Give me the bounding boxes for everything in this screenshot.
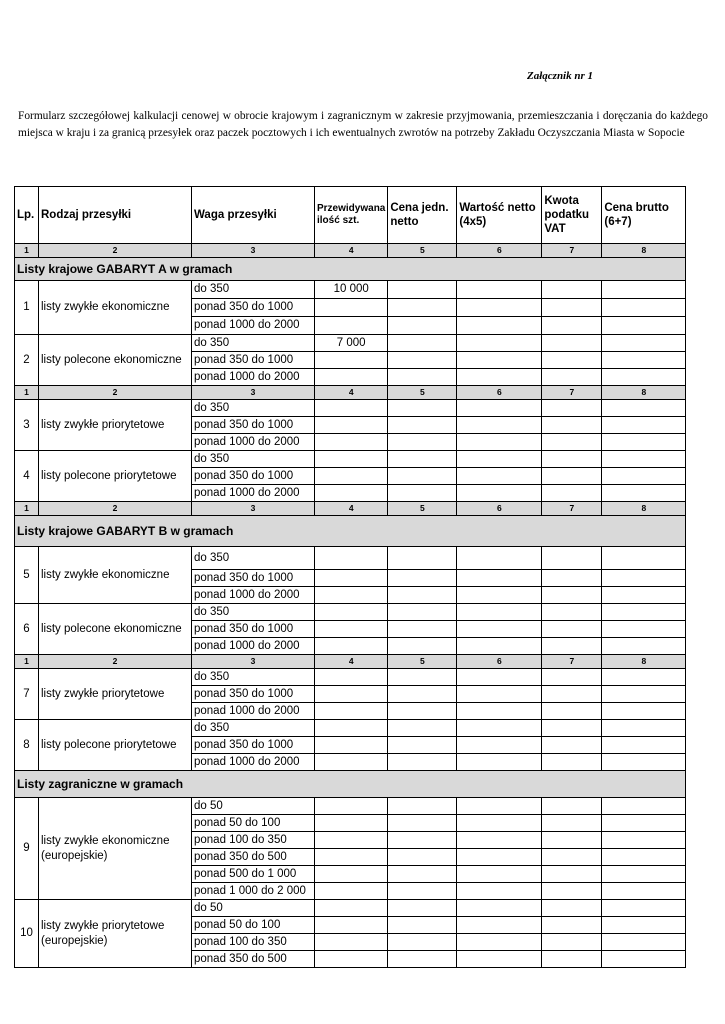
shipment-type-cell: listy zwykłe priorytetowe (europejskie) (39, 900, 192, 968)
table-row (15, 281, 686, 299)
column-number-row (15, 386, 686, 400)
quantity-cell[interactable] (315, 317, 388, 335)
shipment-type-cell: listy polecone ekonomiczne (39, 604, 192, 655)
weight-cell: ponad 1000 do 2000 (192, 587, 315, 604)
vat-cell[interactable] (542, 669, 602, 686)
column-number: 8 (602, 244, 686, 258)
vat-cell[interactable] (542, 951, 602, 968)
unit-price-cell[interactable] (388, 883, 457, 900)
gross-price-cell[interactable] (602, 883, 686, 900)
column-number: 7 (542, 655, 602, 669)
net-value-cell[interactable] (457, 754, 542, 771)
vat-cell[interactable] (542, 369, 602, 386)
shipment-type-cell: listy zwykłe ekonomiczne (europejskie) (39, 798, 192, 900)
unit-price-cell[interactable] (388, 900, 457, 917)
unit-price-cell[interactable] (388, 434, 457, 451)
quantity-cell[interactable] (315, 720, 388, 737)
gross-price-cell[interactable] (602, 934, 686, 951)
table-row (15, 720, 686, 737)
gross-price-cell[interactable] (602, 417, 686, 434)
vat-cell[interactable] (542, 317, 602, 335)
weight-cell: ponad 1000 do 2000 (192, 434, 315, 451)
table-row (15, 547, 686, 570)
shipment-type-cell: listy zwykłe ekonomiczne (39, 281, 192, 335)
unit-price-cell[interactable] (388, 335, 457, 352)
quantity-cell[interactable] (315, 754, 388, 771)
gross-price-cell[interactable] (602, 669, 686, 686)
gross-price-cell[interactable] (602, 434, 686, 451)
vat-cell[interactable] (542, 737, 602, 754)
vat-cell[interactable] (542, 638, 602, 655)
vat-cell[interactable] (542, 451, 602, 468)
weight-cell: ponad 1000 do 2000 (192, 485, 315, 502)
column-number: 4 (315, 655, 388, 669)
column-number: 3 (192, 386, 315, 400)
unit-price-cell[interactable] (388, 352, 457, 369)
lp-cell: 3 (15, 400, 39, 451)
quantity-cell[interactable] (315, 400, 388, 417)
attachment-label: Załącznik nr 1 (527, 70, 594, 82)
net-value-cell[interactable] (457, 434, 542, 451)
column-number: 2 (39, 655, 192, 669)
unit-price-cell[interactable] (388, 815, 457, 832)
gross-price-cell[interactable] (602, 547, 686, 570)
quantity-cell[interactable] (315, 703, 388, 720)
column-number: 2 (39, 502, 192, 516)
quantity-cell[interactable] (315, 451, 388, 468)
weight-cell: ponad 1000 do 2000 (192, 638, 315, 655)
column-number: 7 (542, 386, 602, 400)
gross-price-cell[interactable] (602, 866, 686, 883)
unit-price-cell[interactable] (388, 604, 457, 621)
column-number: 6 (457, 655, 542, 669)
shipment-type-cell: listy zwykłe priorytetowe (39, 400, 192, 451)
shipment-type-cell: listy polecone ekonomiczne (39, 335, 192, 386)
vat-cell[interactable] (542, 417, 602, 434)
quantity-cell[interactable] (315, 798, 388, 815)
quantity-cell[interactable] (315, 815, 388, 832)
unit-price-cell[interactable] (388, 934, 457, 951)
vat-cell[interactable] (542, 703, 602, 720)
header-gross: Cena brutto (6+7) (602, 187, 686, 244)
gross-price-cell[interactable] (602, 720, 686, 737)
quantity-cell[interactable] (315, 570, 388, 587)
net-value-cell[interactable] (457, 638, 542, 655)
column-number-row (15, 244, 686, 258)
header-net-value: Wartość netto (4x5) (457, 187, 542, 244)
net-value-cell[interactable] (457, 570, 542, 587)
quantity-cell[interactable] (315, 638, 388, 655)
net-value-cell[interactable] (457, 951, 542, 968)
net-value-cell[interactable] (457, 815, 542, 832)
weight-cell: do 350 (192, 400, 315, 417)
gross-price-cell[interactable] (602, 335, 686, 352)
unit-price-cell[interactable] (388, 417, 457, 434)
column-number: 2 (39, 386, 192, 400)
lp-cell: 2 (15, 335, 39, 386)
weight-cell: do 350 (192, 720, 315, 737)
weight-cell: ponad 500 do 1 000 (192, 866, 315, 883)
unit-price-cell[interactable] (388, 866, 457, 883)
gross-price-cell[interactable] (602, 587, 686, 604)
weight-cell: do 50 (192, 900, 315, 917)
column-number: 4 (315, 502, 388, 516)
gross-price-cell[interactable] (602, 900, 686, 917)
header-row (15, 187, 686, 244)
column-number: 7 (542, 244, 602, 258)
gross-price-cell[interactable] (602, 686, 686, 703)
header-weight: Waga przesyłki (192, 187, 315, 244)
gross-price-cell[interactable] (602, 815, 686, 832)
quantity-cell[interactable] (315, 417, 388, 434)
quantity-cell[interactable] (315, 832, 388, 849)
weight-cell: do 350 (192, 547, 315, 570)
gross-price-cell[interactable] (602, 299, 686, 317)
net-value-cell[interactable] (457, 352, 542, 369)
unit-price-cell[interactable] (388, 832, 457, 849)
vat-cell[interactable] (542, 754, 602, 771)
gross-price-cell[interactable] (602, 832, 686, 849)
unit-price-cell[interactable] (388, 451, 457, 468)
gross-price-cell[interactable] (602, 951, 686, 968)
gross-price-cell[interactable] (602, 485, 686, 502)
header-unit-price: Cena jedn. netto (388, 187, 457, 244)
unit-price-cell[interactable] (388, 737, 457, 754)
unit-price-cell[interactable] (388, 849, 457, 866)
vat-cell[interactable] (542, 468, 602, 485)
weight-cell: ponad 1000 do 2000 (192, 317, 315, 335)
weight-cell: ponad 100 do 350 (192, 832, 315, 849)
unit-price-cell[interactable] (388, 281, 457, 299)
vat-cell[interactable] (542, 686, 602, 703)
table-row (15, 798, 686, 815)
quantity-cell[interactable] (315, 468, 388, 485)
weight-cell: do 350 (192, 335, 315, 352)
column-number: 1 (15, 386, 39, 400)
net-value-cell[interactable] (457, 917, 542, 934)
weight-cell: ponad 350 do 500 (192, 849, 315, 866)
weight-cell: ponad 350 do 1000 (192, 417, 315, 434)
unit-price-cell[interactable] (388, 686, 457, 703)
weight-cell: ponad 100 do 350 (192, 934, 315, 951)
quantity-cell[interactable] (315, 866, 388, 883)
column-number: 8 (602, 502, 686, 516)
net-value-cell[interactable] (457, 468, 542, 485)
weight-cell: ponad 50 do 100 (192, 917, 315, 934)
column-number: 1 (15, 502, 39, 516)
table-row (15, 400, 686, 417)
unit-price-cell[interactable] (388, 621, 457, 638)
vat-cell[interactable] (542, 934, 602, 951)
unit-price-cell[interactable] (388, 638, 457, 655)
column-number: 4 (315, 386, 388, 400)
gross-price-cell[interactable] (602, 400, 686, 417)
vat-cell[interactable] (542, 281, 602, 299)
column-number: 1 (15, 655, 39, 669)
quantity-cell[interactable] (315, 900, 388, 917)
intro-paragraph: Formularz szczegółowej kalkulacji cenowej w obrocie krajowym i zagranicznym w zakresie przyjmowania, przemieszczania i doręczania do każdego miejsca w kraju i za granicą przesyłek oraz paczek pocztowych i ich ewentualnych zwrotów na potrzeby Zakładu Oczyszczania Miasta w Sopocie (18, 110, 708, 139)
vat-cell[interactable] (542, 587, 602, 604)
shipment-type-cell: listy polecone priorytetowe (39, 451, 192, 502)
section-title: Listy zagraniczne w gramach (15, 771, 686, 798)
quantity-cell[interactable] (315, 587, 388, 604)
net-value-cell[interactable] (457, 400, 542, 417)
weight-cell: ponad 350 do 1000 (192, 570, 315, 587)
quantity-cell[interactable] (315, 917, 388, 934)
vat-cell[interactable] (542, 485, 602, 502)
quantity-cell[interactable] (315, 669, 388, 686)
vat-cell[interactable] (542, 335, 602, 352)
weight-cell: ponad 350 do 1000 (192, 686, 315, 703)
gross-price-cell[interactable] (602, 281, 686, 299)
unit-price-cell[interactable] (388, 917, 457, 934)
vat-cell[interactable] (542, 798, 602, 815)
unit-price-cell[interactable] (388, 317, 457, 335)
column-number: 4 (315, 244, 388, 258)
net-value-cell[interactable] (457, 703, 542, 720)
table-row (15, 900, 686, 917)
gross-price-cell[interactable] (602, 604, 686, 621)
net-value-cell[interactable] (457, 669, 542, 686)
net-value-cell[interactable] (457, 317, 542, 335)
quantity-cell[interactable] (315, 849, 388, 866)
vat-cell[interactable] (542, 570, 602, 587)
header-type: Rodzaj przesyłki (39, 187, 192, 244)
vat-cell[interactable] (542, 917, 602, 934)
vat-cell[interactable] (542, 720, 602, 737)
unit-price-cell[interactable] (388, 485, 457, 502)
vat-cell[interactable] (542, 547, 602, 570)
vat-cell[interactable] (542, 849, 602, 866)
net-value-cell[interactable] (457, 720, 542, 737)
vat-cell[interactable] (542, 400, 602, 417)
quantity-cell[interactable] (315, 621, 388, 638)
lp-cell: 10 (15, 900, 39, 968)
lp-cell: 7 (15, 669, 39, 720)
net-value-cell[interactable] (457, 485, 542, 502)
quantity-cell[interactable] (315, 547, 388, 570)
net-value-cell[interactable] (457, 934, 542, 951)
quantity-cell[interactable] (315, 883, 388, 900)
quantity-cell[interactable] (315, 434, 388, 451)
unit-price-cell[interactable] (388, 299, 457, 317)
net-value-cell[interactable] (457, 417, 542, 434)
column-number: 5 (388, 655, 457, 669)
weight-cell: do 350 (192, 281, 315, 299)
quantity-cell: 10 000 (315, 281, 388, 299)
net-value-cell[interactable] (457, 299, 542, 317)
net-value-cell[interactable] (457, 798, 542, 815)
unit-price-cell[interactable] (388, 587, 457, 604)
unit-price-cell[interactable] (388, 400, 457, 417)
table-row (15, 335, 686, 352)
header-lp: Lp. (15, 187, 39, 244)
gross-price-cell[interactable] (602, 621, 686, 638)
lp-cell: 8 (15, 720, 39, 771)
column-number: 1 (15, 244, 39, 258)
shipment-type-cell: listy polecone priorytetowe (39, 720, 192, 771)
unit-price-cell[interactable] (388, 547, 457, 570)
weight-cell: ponad 1000 do 2000 (192, 754, 315, 771)
weight-cell: do 50 (192, 798, 315, 815)
weight-cell: ponad 1 000 do 2 000 (192, 883, 315, 900)
table-row (15, 604, 686, 621)
gross-price-cell[interactable] (602, 352, 686, 369)
gross-price-cell[interactable] (602, 754, 686, 771)
column-number-row (15, 502, 686, 516)
column-number: 5 (388, 244, 457, 258)
unit-price-cell[interactable] (388, 951, 457, 968)
column-number: 8 (602, 655, 686, 669)
header-quantity: Przewidywana ilość szt. (315, 187, 388, 244)
net-value-cell[interactable] (457, 369, 542, 386)
unit-price-cell[interactable] (388, 798, 457, 815)
unit-price-cell[interactable] (388, 754, 457, 771)
gross-price-cell[interactable] (602, 849, 686, 866)
net-value-cell[interactable] (457, 849, 542, 866)
header-vat: Kwota podatku VAT (542, 187, 602, 244)
quantity-cell[interactable] (315, 951, 388, 968)
column-number: 3 (192, 244, 315, 258)
net-value-cell[interactable] (457, 547, 542, 570)
vat-cell[interactable] (542, 621, 602, 638)
net-value-cell[interactable] (457, 587, 542, 604)
vat-cell[interactable] (542, 299, 602, 317)
lp-cell: 6 (15, 604, 39, 655)
net-value-cell[interactable] (457, 737, 542, 754)
gross-price-cell[interactable] (602, 703, 686, 720)
weight-cell: ponad 350 do 1000 (192, 299, 315, 317)
section-row (15, 258, 686, 281)
quantity-cell[interactable] (315, 934, 388, 951)
quantity-cell[interactable] (315, 369, 388, 386)
weight-cell: ponad 1000 do 2000 (192, 703, 315, 720)
vat-cell[interactable] (542, 883, 602, 900)
quantity-cell[interactable] (315, 299, 388, 317)
gross-price-cell[interactable] (602, 369, 686, 386)
weight-cell: ponad 350 do 1000 (192, 737, 315, 754)
gross-price-cell[interactable] (602, 468, 686, 485)
vat-cell[interactable] (542, 866, 602, 883)
column-number: 8 (602, 386, 686, 400)
shipment-type-cell: listy zwykłe ekonomiczne (39, 547, 192, 604)
lp-cell: 9 (15, 798, 39, 900)
unit-price-cell[interactable] (388, 570, 457, 587)
quantity-cell[interactable] (315, 686, 388, 703)
gross-price-cell[interactable] (602, 737, 686, 754)
unit-price-cell[interactable] (388, 468, 457, 485)
quantity-cell[interactable] (315, 604, 388, 621)
vat-cell[interactable] (542, 604, 602, 621)
vat-cell[interactable] (542, 900, 602, 917)
net-value-cell[interactable] (457, 335, 542, 352)
gross-price-cell[interactable] (602, 638, 686, 655)
column-number: 6 (457, 386, 542, 400)
gross-price-cell[interactable] (602, 451, 686, 468)
column-number: 2 (39, 244, 192, 258)
weight-cell: do 350 (192, 669, 315, 686)
column-number: 6 (457, 502, 542, 516)
lp-cell: 5 (15, 547, 39, 604)
column-number: 5 (388, 386, 457, 400)
net-value-cell[interactable] (457, 604, 542, 621)
net-value-cell[interactable] (457, 866, 542, 883)
net-value-cell[interactable] (457, 883, 542, 900)
unit-price-cell[interactable] (388, 720, 457, 737)
column-number: 3 (192, 655, 315, 669)
vat-cell[interactable] (542, 832, 602, 849)
shipment-type-cell: listy zwykłe priorytetowe (39, 669, 192, 720)
vat-cell[interactable] (542, 434, 602, 451)
lp-cell: 4 (15, 451, 39, 502)
quantity-cell[interactable] (315, 737, 388, 754)
gross-price-cell[interactable] (602, 798, 686, 815)
column-number-row (15, 655, 686, 669)
column-number: 6 (457, 244, 542, 258)
quantity-cell: 7 000 (315, 335, 388, 352)
section-row (15, 771, 686, 798)
table-row (15, 669, 686, 686)
unit-price-cell[interactable] (388, 369, 457, 386)
column-number: 5 (388, 502, 457, 516)
weight-cell: ponad 350 do 1000 (192, 352, 315, 369)
weight-cell: ponad 1000 do 2000 (192, 369, 315, 386)
weight-cell: ponad 350 do 1000 (192, 468, 315, 485)
section-row (15, 516, 686, 547)
net-value-cell[interactable] (457, 832, 542, 849)
net-value-cell[interactable] (457, 451, 542, 468)
gross-price-cell[interactable] (602, 570, 686, 587)
quantity-cell[interactable] (315, 485, 388, 502)
gross-price-cell[interactable] (602, 917, 686, 934)
vat-cell[interactable] (542, 352, 602, 369)
section-title: Listy krajowe GABARYT B w gramach (15, 516, 686, 547)
weight-cell: ponad 50 do 100 (192, 815, 315, 832)
price-calculation-table (14, 186, 686, 968)
quantity-cell[interactable] (315, 352, 388, 369)
weight-cell: do 350 (192, 604, 315, 621)
lp-cell: 1 (15, 281, 39, 335)
unit-price-cell[interactable] (388, 703, 457, 720)
column-number: 3 (192, 502, 315, 516)
weight-cell: do 350 (192, 451, 315, 468)
column-number: 7 (542, 502, 602, 516)
vat-cell[interactable] (542, 815, 602, 832)
net-value-cell[interactable] (457, 281, 542, 299)
weight-cell: ponad 350 do 1000 (192, 621, 315, 638)
net-value-cell[interactable] (457, 621, 542, 638)
net-value-cell[interactable] (457, 686, 542, 703)
table-row (15, 451, 686, 468)
gross-price-cell[interactable] (602, 317, 686, 335)
unit-price-cell[interactable] (388, 669, 457, 686)
section-title: Listy krajowe GABARYT A w gramach (15, 258, 686, 281)
net-value-cell[interactable] (457, 900, 542, 917)
weight-cell: ponad 350 do 500 (192, 951, 315, 968)
